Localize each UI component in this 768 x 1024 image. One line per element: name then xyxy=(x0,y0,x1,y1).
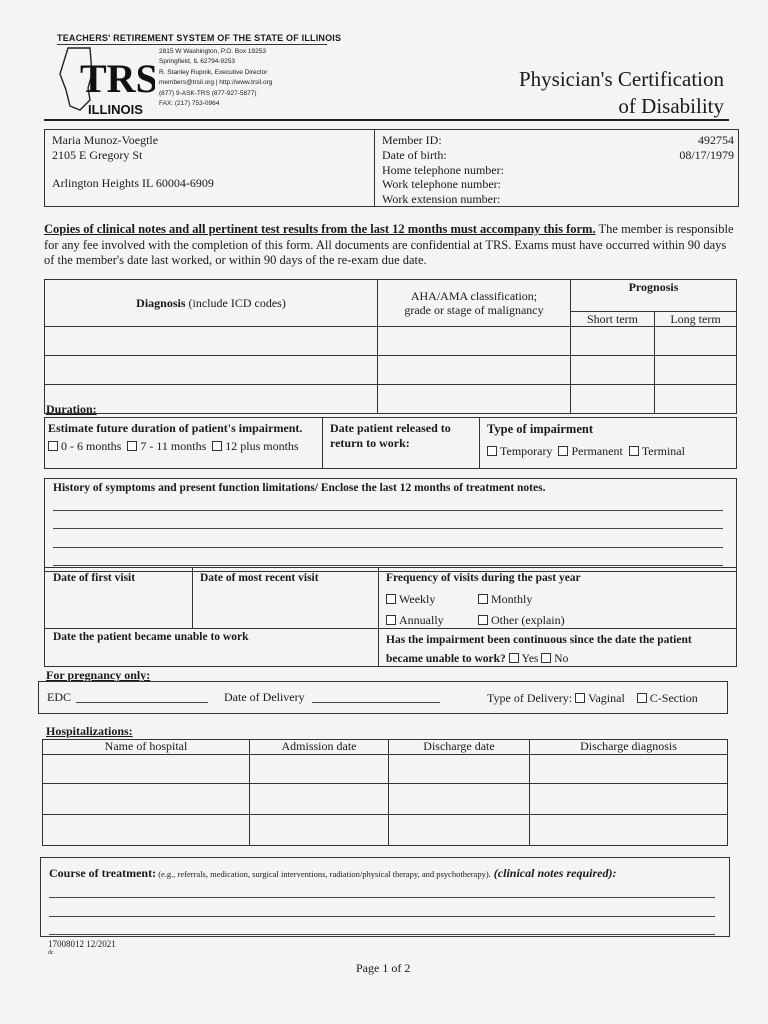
no-label: No xyxy=(554,653,569,665)
visits-box xyxy=(44,567,737,667)
member-id-value[interactable]: 492754 xyxy=(698,133,734,147)
aha-cell[interactable] xyxy=(378,327,571,356)
member-info-box xyxy=(44,129,739,207)
delivery-date-field[interactable] xyxy=(312,702,440,703)
checkbox-other[interactable] xyxy=(478,615,488,625)
unable-to-work-label: Date the patient became unable to work xyxy=(53,631,249,643)
pregnancy-heading: For pregnancy only: xyxy=(46,668,151,682)
diagnosis-cell[interactable] xyxy=(45,327,378,356)
logo-trs-text: TRS xyxy=(80,56,155,101)
discharge-date-cell[interactable] xyxy=(389,755,530,784)
hospital-name-cell[interactable] xyxy=(43,755,250,784)
member-id-label: Member ID: xyxy=(382,133,442,147)
member-fields xyxy=(382,133,734,207)
member-address xyxy=(52,133,214,191)
address-line: members@trsil.org | http://www.trsil.org xyxy=(159,79,273,87)
member-box-divider xyxy=(374,130,375,206)
admission-date-header: Admission date xyxy=(250,740,389,755)
page-number: Page 1 of 2 xyxy=(356,961,411,975)
terminal-label: Terminal xyxy=(641,444,685,458)
address-line: FAX: (217) 753-0964 xyxy=(159,100,220,108)
other-label: Other (explain) xyxy=(491,613,565,627)
recent-visit-label: Date of most recent visit xyxy=(200,572,319,584)
duration-divider-1 xyxy=(322,418,323,468)
frequency-label: Frequency of visits during the past year xyxy=(386,572,581,584)
duration-divider-2 xyxy=(479,418,480,468)
discharge-diagnosis-cell[interactable] xyxy=(530,815,728,846)
released-label xyxy=(330,421,451,450)
visits-divider-2 xyxy=(378,568,379,666)
impairment-type-label: Type of impairment xyxy=(487,422,594,436)
page-title xyxy=(519,66,724,120)
treatment-required: (clinical notes required): xyxy=(490,866,617,880)
pregnancy-box xyxy=(38,681,728,714)
diagnosis-header-bold: Diagnosis xyxy=(136,295,186,310)
dob-value[interactable]: 08/17/1979 xyxy=(679,147,734,162)
notice-underlined: Copies of clinical notes and all pertinent test results from the last 12 months must accompany this form. xyxy=(44,222,596,236)
hospital-name-cell[interactable] xyxy=(43,815,250,846)
duration-heading: Duration: xyxy=(46,402,97,416)
admission-date-cell[interactable] xyxy=(250,784,389,815)
notice-rest: The member is responsible for any fee involved with the completion of this form. All documents are confidential at TRS. Exams must have occurred within 90 days of the member's date last worked, or within 90 days of the re-exam due date. xyxy=(44,222,734,267)
address-line: Springfield, IL 62794-9253 xyxy=(159,58,236,66)
admission-date-cell[interactable] xyxy=(250,755,389,784)
long-term-cell[interactable] xyxy=(655,385,737,414)
duration-box xyxy=(44,417,737,469)
address-line: 2815 W Washington, P.O. Box 19253 xyxy=(159,48,266,55)
checkbox-7-11[interactable] xyxy=(127,441,137,451)
member-name: Maria Munoz-Voegtle xyxy=(52,133,159,147)
checkbox-12-plus[interactable] xyxy=(212,441,222,451)
visits-row-divider xyxy=(45,628,736,629)
first-visit-label: Date of first visit xyxy=(53,572,136,584)
released-label-line1: Date patient released to xyxy=(330,421,451,435)
work-phone-label: Work telephone number: xyxy=(382,177,501,192)
weekly-label: Weekly xyxy=(399,592,436,606)
history-label: History of symptoms and present function limitations/ Enclose the last 12 months of treatment notes. xyxy=(53,482,546,494)
notice-paragraph xyxy=(44,222,734,269)
history-line[interactable] xyxy=(53,547,723,548)
admission-date-cell[interactable] xyxy=(250,815,389,846)
released-label-line2: return to work: xyxy=(330,435,410,450)
duration-options xyxy=(48,439,299,454)
monthly-label: Monthly xyxy=(491,592,533,606)
freq-weekly xyxy=(386,592,435,607)
discharge-date-cell[interactable] xyxy=(389,815,530,846)
checkbox-no[interactable] xyxy=(541,653,551,663)
treatment-line[interactable] xyxy=(49,916,715,917)
history-line[interactable] xyxy=(53,565,723,566)
member-city: Arlington Heights IL 60004-6909 xyxy=(52,176,214,190)
option-7-11-label: 7 - 11 months xyxy=(140,439,207,453)
option-0-6-label: 0 - 6 months xyxy=(61,439,122,453)
freq-annually xyxy=(386,613,444,628)
short-term-cell[interactable] xyxy=(571,356,655,385)
freq-monthly xyxy=(478,592,532,607)
prognosis-header: Prognosis xyxy=(571,280,737,312)
edc-field[interactable] xyxy=(76,702,208,703)
checkbox-csection[interactable] xyxy=(637,693,647,703)
address-line: R. Stanley Rupnik, Executive Director xyxy=(159,68,268,76)
header-rule xyxy=(44,119,729,121)
csection-label: C-Section xyxy=(649,691,698,705)
home-phone-label: Home telephone number: xyxy=(382,162,504,177)
discharge-diagnosis-header: Discharge diagnosis xyxy=(530,740,728,755)
title-line-1: Physician's Certification xyxy=(519,67,724,91)
checkbox-temporary[interactable] xyxy=(487,446,497,456)
long-term-cell[interactable] xyxy=(655,327,737,356)
short-term-cell[interactable] xyxy=(571,327,655,356)
checkbox-annually[interactable] xyxy=(386,615,396,625)
form-code: 17008012 12/2021 xyxy=(48,939,116,949)
discharge-diagnosis-cell[interactable] xyxy=(530,755,728,784)
estimate-duration-label: Estimate future duration of patient's impairment. xyxy=(48,421,303,435)
long-term-header: Long term xyxy=(655,312,737,327)
delivery-type-label: Type of Delivery: xyxy=(487,691,573,705)
edc-label: EDC xyxy=(47,690,71,704)
aha-header-line2: grade or stage of malignancy xyxy=(404,303,544,317)
short-term-header: Short term xyxy=(571,312,655,327)
form-initials: dc xyxy=(48,950,54,956)
address-line: (877) 9-ASK-TRS (877-927-5877) xyxy=(159,89,257,97)
permanent-label: Permanent xyxy=(571,444,623,458)
dob-row xyxy=(382,148,734,163)
aha-cell[interactable] xyxy=(378,385,571,414)
address-block xyxy=(159,47,272,109)
treatment-label: Course of treatment: xyxy=(49,866,157,880)
checkbox-0-6[interactable] xyxy=(48,441,58,451)
diagnosis-header-rest: (include ICD codes) xyxy=(185,295,286,310)
discharge-date-header: Discharge date xyxy=(389,740,530,755)
continuous-question xyxy=(386,631,692,669)
diagnosis-cell[interactable] xyxy=(45,356,378,385)
aha-cell[interactable] xyxy=(378,356,571,385)
discharge-date-cell[interactable] xyxy=(389,784,530,815)
treatment-examples: (e.g., referrals, medication, surgical interventions, radiation/physical therapy, and psychotherapy). xyxy=(156,869,491,879)
member-street: 2105 E Gregory St xyxy=(52,147,143,162)
history-box[interactable] xyxy=(44,478,737,572)
aha-header-line1: AHA/AMA classification; xyxy=(410,289,538,303)
annually-label: Annually xyxy=(399,613,444,627)
treatment-line[interactable] xyxy=(49,934,715,935)
dob-label: Date of birth: xyxy=(382,147,447,162)
freq-other xyxy=(478,613,565,628)
delivery-date-label: Date of Delivery xyxy=(224,690,305,704)
temporary-label: Temporary xyxy=(500,444,553,458)
diagnosis-header xyxy=(45,280,378,327)
visits-divider-1 xyxy=(192,568,193,628)
vaginal-label: Vaginal xyxy=(588,691,625,705)
member-id-row xyxy=(382,133,734,148)
checkbox-permanent[interactable] xyxy=(558,446,568,456)
trs-logo xyxy=(50,44,155,116)
treatment-line[interactable] xyxy=(49,897,715,898)
org-name: TEACHERS' RETIREMENT SYSTEM OF THE STATE OF ILLINOIS xyxy=(57,33,342,43)
aha-header xyxy=(378,280,571,327)
hospital-name-header: Name of hospital xyxy=(43,740,250,755)
diagnosis-table xyxy=(44,279,737,414)
checkbox-weekly[interactable] xyxy=(386,594,396,604)
treatment-box[interactable] xyxy=(40,857,730,937)
continuous-line2: became unable to work? xyxy=(386,653,506,665)
short-term-cell[interactable] xyxy=(571,385,655,414)
checkbox-monthly[interactable] xyxy=(478,594,488,604)
long-term-cell[interactable] xyxy=(655,356,737,385)
impairment-type-options xyxy=(487,444,685,459)
delivery-type xyxy=(487,691,698,706)
checkbox-vaginal[interactable] xyxy=(575,693,585,703)
treatment-label-row xyxy=(49,864,616,882)
title-line-2: of Disability xyxy=(618,94,724,118)
yes-label: Yes xyxy=(521,653,539,665)
work-ext-label: Work extension number: xyxy=(382,192,501,207)
continuous-line1: Has the impairment been continuous since the date the patient xyxy=(386,634,692,646)
option-12-plus-label: 12 plus months xyxy=(225,439,299,453)
hospital-name-cell[interactable] xyxy=(43,784,250,815)
history-line[interactable] xyxy=(53,510,723,511)
history-line[interactable] xyxy=(53,528,723,529)
logo-illinois-text: ILLINOIS xyxy=(88,102,143,116)
discharge-diagnosis-cell[interactable] xyxy=(530,784,728,815)
hospitalizations-heading: Hospitalizations: xyxy=(46,724,133,738)
checkbox-yes[interactable] xyxy=(509,653,519,663)
hospitalizations-table xyxy=(42,739,728,846)
checkbox-terminal[interactable] xyxy=(629,446,639,456)
